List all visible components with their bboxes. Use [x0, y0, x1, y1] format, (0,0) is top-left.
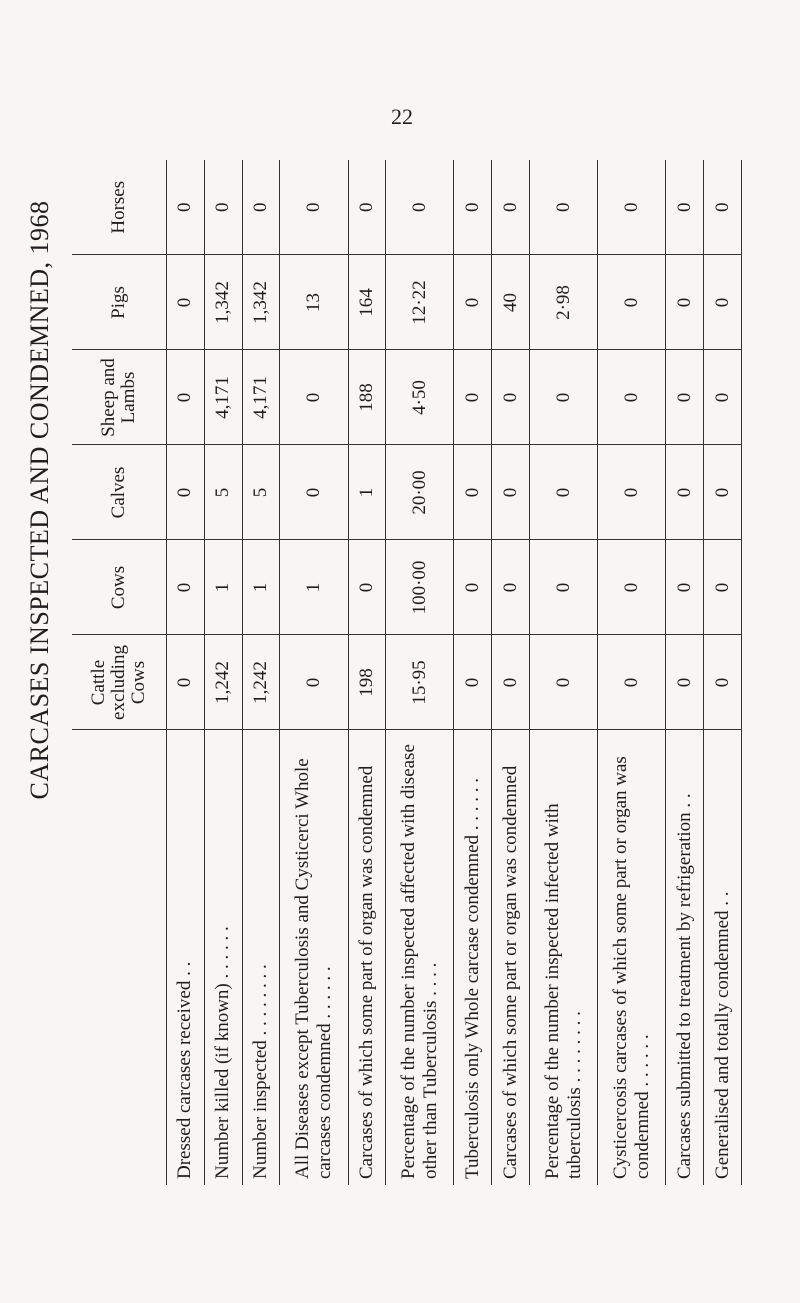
cell-value: 0 — [598, 635, 666, 730]
cell-value: 15·95 — [386, 635, 454, 730]
cell-value: 1,342 — [204, 255, 242, 350]
cell-value: 2·98 — [530, 255, 598, 350]
table-row — [666, 160, 704, 1185]
table-row — [280, 160, 348, 1185]
cell-value: 0 — [167, 540, 205, 635]
cell-value: 0 — [530, 540, 598, 635]
cell-value: 5 — [242, 445, 280, 540]
row-label: Cysticercosis carcases of which some part or organ was condemned . . . . . . — [598, 730, 666, 1185]
row-label: Tuberculosis only Whole carcase condemned . . . . . . — [454, 730, 492, 1185]
cell-value: 0 — [666, 445, 704, 540]
cell-value: 0 — [666, 160, 704, 255]
cell-value: 0 — [530, 160, 598, 255]
cell-value: 0 — [704, 350, 742, 445]
cell-value: 0 — [666, 350, 704, 445]
table-row — [454, 160, 492, 1185]
cell-value: 0 — [704, 160, 742, 255]
table-row — [386, 160, 454, 1185]
cell-value: 4·50 — [386, 350, 454, 445]
cell-value: 0 — [280, 350, 348, 445]
cell-value: 0 — [492, 540, 530, 635]
cell-value: 20·00 — [386, 445, 454, 540]
cell-value: 0 — [530, 350, 598, 445]
cell-value: 0 — [167, 350, 205, 445]
row-label: Percentage of the number inspected infected with tuberculosis . . . . . . . . — [530, 730, 598, 1185]
carcases-table — [72, 160, 742, 1185]
col-header-calves: Calves — [72, 445, 167, 540]
cell-value: 0 — [280, 635, 348, 730]
cell-value: 0 — [348, 160, 386, 255]
cell-value: 1 — [204, 540, 242, 635]
row-label: Generalised and totally condemned . . — [704, 730, 742, 1185]
row-label: Number inspected . . . . . . . . — [242, 730, 280, 1185]
table-body — [167, 160, 742, 1185]
table-row — [167, 160, 205, 1185]
cell-value: 0 — [492, 160, 530, 255]
cell-value: 0 — [167, 445, 205, 540]
cell-value: 0 — [530, 445, 598, 540]
rotated-table-frame — [72, 160, 742, 1185]
page-number: 22 — [391, 104, 413, 129]
cell-value: 0 — [204, 160, 242, 255]
cell-value: 1 — [280, 540, 348, 635]
cell-value: 0 — [666, 635, 704, 730]
cell-value: 1,242 — [242, 635, 280, 730]
cell-value: 100·00 — [386, 540, 454, 635]
cell-value: 0 — [666, 540, 704, 635]
cell-value: 0 — [598, 160, 666, 255]
cell-value: 0 — [666, 255, 704, 350]
cell-value: 0 — [454, 445, 492, 540]
row-label: Dressed carcases received . . — [167, 730, 205, 1185]
cell-value: 0 — [280, 160, 348, 255]
header-label-cell — [72, 730, 167, 1185]
cell-value: 12·22 — [386, 255, 454, 350]
cell-value: 1 — [348, 445, 386, 540]
cell-value: 1,342 — [242, 255, 280, 350]
cell-value: 1 — [242, 540, 280, 635]
cell-value: 0 — [454, 350, 492, 445]
col-header-pigs: Pigs — [72, 255, 167, 350]
row-label: Number killed (if known) . . . . . . — [204, 730, 242, 1185]
row-label: All Diseases except Tuberculosis and Cysticerci Whole carcases condemned . . . . . . — [280, 730, 348, 1185]
cell-value: 0 — [454, 540, 492, 635]
cell-value: 0 — [598, 255, 666, 350]
cell-value: 164 — [348, 255, 386, 350]
cell-value: 0 — [454, 635, 492, 730]
cell-value: 5 — [204, 445, 242, 540]
col-header-cows: Cows — [72, 540, 167, 635]
cell-value: 0 — [704, 635, 742, 730]
cell-value: 0 — [167, 635, 205, 730]
cell-value: 0 — [704, 540, 742, 635]
row-label: Percentage of the number inspected affected with disease other than Tuberculosis . . . . — [386, 730, 454, 1185]
cell-value: 0 — [167, 255, 205, 350]
cell-value: 0 — [167, 160, 205, 255]
cell-value: 0 — [492, 350, 530, 445]
table-header-row — [72, 160, 167, 1185]
cell-value: 0 — [598, 445, 666, 540]
table-row — [492, 160, 530, 1185]
cell-value: 198 — [348, 635, 386, 730]
cell-value: 0 — [704, 255, 742, 350]
table-row — [348, 160, 386, 1185]
col-header-cattle: Cattle excluding Cows — [72, 635, 167, 730]
cell-value: 4,171 — [204, 350, 242, 445]
cell-value: 0 — [454, 255, 492, 350]
cell-value: 0 — [492, 445, 530, 540]
row-label: Carcases of which some part or organ was condemned — [492, 730, 530, 1185]
cell-value: 0 — [280, 445, 348, 540]
table-row — [704, 160, 742, 1185]
cell-value: 1,242 — [204, 635, 242, 730]
col-header-horses: Horses — [72, 160, 167, 255]
table-row — [242, 160, 280, 1185]
cell-value: 0 — [386, 160, 454, 255]
cell-value: 0 — [598, 350, 666, 445]
page-title: CARCASES INSPECTED AND CONDEMNED, 1968 — [25, 200, 54, 800]
table-row — [204, 160, 242, 1185]
row-label: Carcases submitted to treatment by refrigeration . . — [666, 730, 704, 1185]
cell-value: 0 — [454, 160, 492, 255]
cell-value: 4,171 — [242, 350, 280, 445]
col-header-sheep: Sheep and Lambs — [72, 350, 167, 445]
cell-value: 40 — [492, 255, 530, 350]
cell-value: 13 — [280, 255, 348, 350]
cell-value: 188 — [348, 350, 386, 445]
table-row — [598, 160, 666, 1185]
cell-value: 0 — [704, 445, 742, 540]
row-label: Carcases of which some part of organ was condemned — [348, 730, 386, 1185]
cell-value: 0 — [348, 540, 386, 635]
cell-value: 0 — [598, 540, 666, 635]
cell-value: 0 — [530, 635, 598, 730]
table-row — [530, 160, 598, 1185]
cell-value: 0 — [492, 635, 530, 730]
cell-value: 0 — [242, 160, 280, 255]
